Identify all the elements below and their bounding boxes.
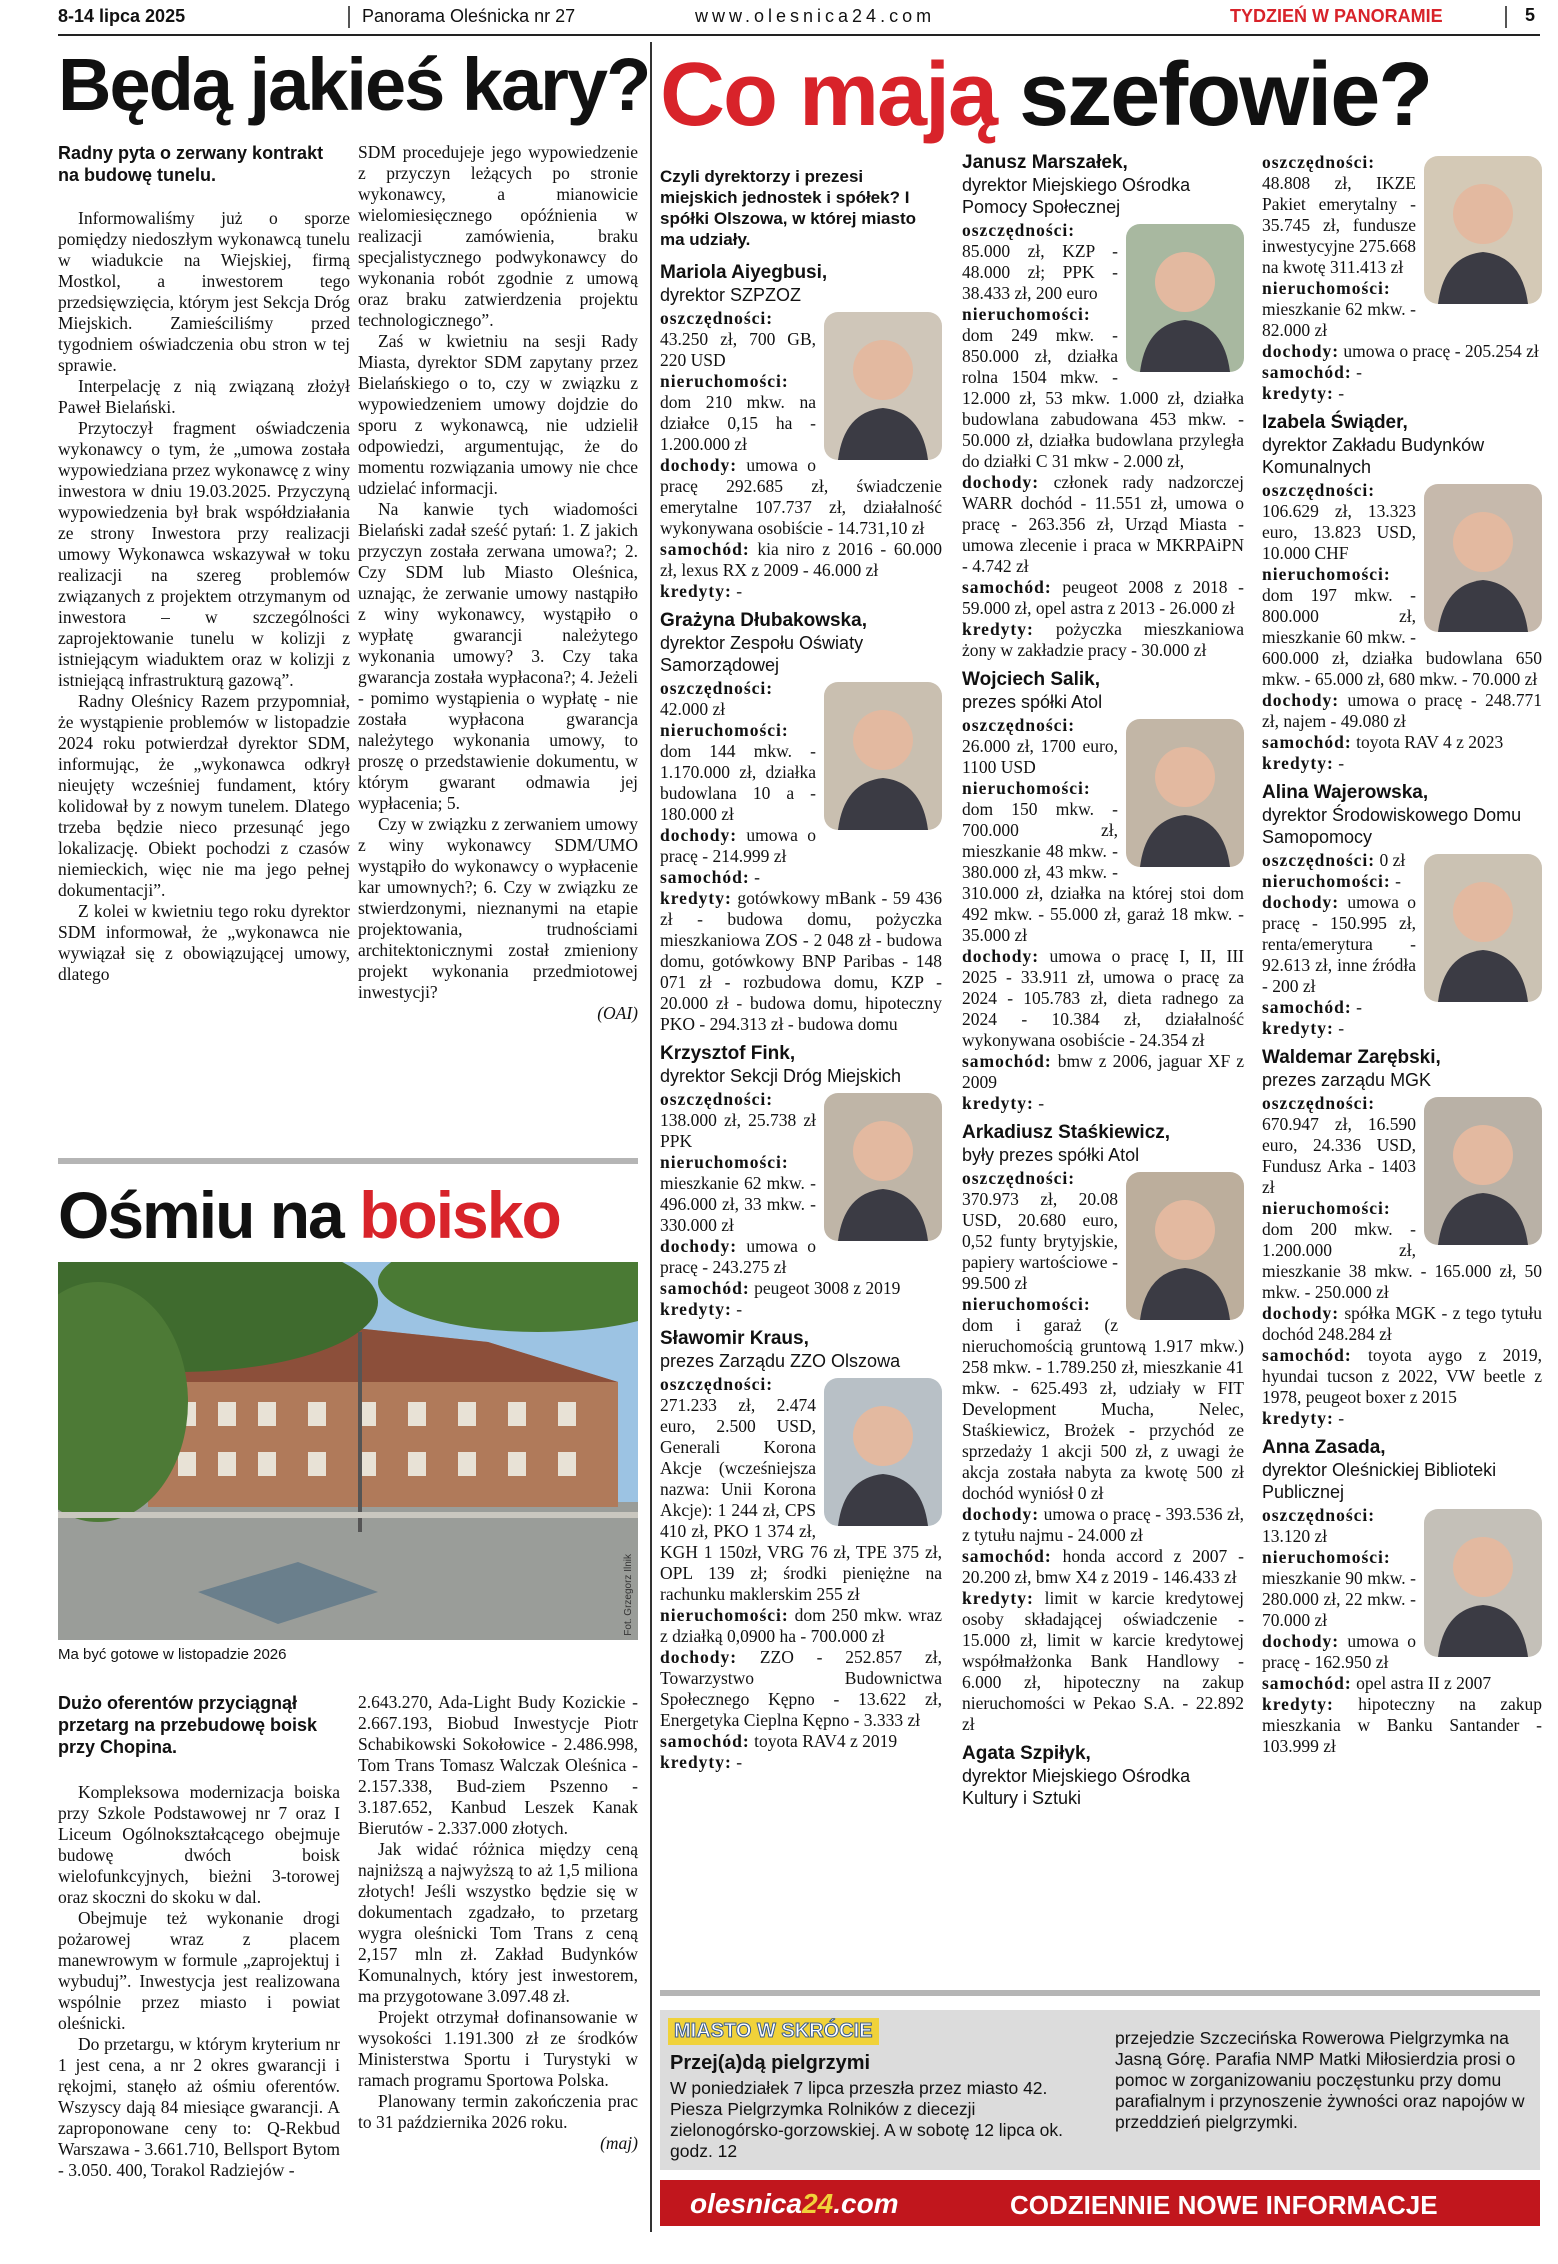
person-portrait [1126,224,1244,372]
asset-label: dochody: [660,455,738,475]
asset-value: - [731,581,743,601]
portrait-silhouette [824,682,942,830]
person-role: prezes spółki Atol [962,692,1103,712]
asset-label: nieruchomości: [660,371,789,391]
asset-label: kredyty: [962,1588,1034,1608]
asset-line [660,455,942,539]
person-role: dyrektor Środowiskowego Domu Samopomocy [1262,805,1522,847]
person-entry [660,262,942,602]
asset-label: dochody: [1262,892,1340,912]
asset-value: 271.233 zł, 2.474 euro, 2.500 USD, Generali Korona Akcje (wcześniejsza nazwa: Unii Korona Akcje): 1 244 zł, CPS 410 zł, PKO 1 374 zł, KGH 1 150zł, VRG 76 zł, TPE 375 zł, OPL 139 zł; środki pieniężne na rachunku maklerskim 255 zł [660,1395,942,1604]
asset-line [1262,1018,1542,1039]
article1-signature: (OAI) [597,1003,638,1023]
issue-number: Panorama Oleśnicka nr 27 [362,6,576,26]
person-role: dyrektor Oleśnickiej Biblioteki Publicznej [1262,1460,1497,1502]
asset-value: - [1333,1018,1345,1038]
asset-label: dochody: [962,1504,1040,1524]
asset-line [1262,753,1542,774]
asset-value: 0 zł [1375,850,1406,870]
asset-line [660,888,942,1035]
asset-label: kredyty: [962,619,1034,639]
asset-value: umowa o pracę - 205.254 zł [1339,341,1539,361]
site-url[interactable]: www.olesnica24.com [695,6,936,26]
footer-site-name[interactable] [690,2188,899,2220]
news-box-text-1: W poniedziałek 7 lipca przeszła przez miasto 42. Piesza Pielgrzymka Rolników z diecezji zielonogórsko-gorzowskiej. A w sobotę 12 lipca ok. godz. 12 [670,2078,1063,2161]
article1-column-1 [58,208,350,985]
paragraph: Informowaliśmy już o sporze pomiędzy niedoszłym wykonawcą tunelu w wiadukcie na Wiejskiej, firmą Mostkol, a inwestorem tego przedsięwzięcia, którym jest Sekcja Dróg Miejskich. Zamieściliśmy przed tygodniem oświadczenia obu stron w tej sprawie. [58,208,350,375]
footer-banner[interactable] [660,2180,1540,2226]
asset-label: nieruchomości: [1262,278,1391,298]
asset-label: oszczędności: [660,1374,774,1394]
asset-label: kredyty: [660,1752,732,1772]
asset-label: nieruchomości: [1262,564,1391,584]
section-divider [58,1158,638,1164]
person-entry [660,610,942,1035]
paragraph: 2.643.270, Ada-Light Budy Kozickie - 2.667.193, Biobud Inwestycje Piotr Schabikowski Sokołowice - 2.486.998, Tom Trans Tomasz Walczak Oleśnica - 2.157.338, Bud-ziem Pszenno - 3.187.652, Kanbud Leszek Kanak Bierutów - 2.337.000 złotych. [358,1692,638,1838]
footer-site-c: .com [833,2188,899,2219]
person-portrait [1424,156,1542,304]
sports-field-photo-illustration [58,1262,638,1640]
person-role: prezes zarządu MGK [1262,1070,1432,1090]
asset-label: samochód: [1262,1345,1352,1365]
asset-label: kredyty: [1262,1018,1334,1038]
asset-line [962,1294,1244,1504]
asset-label: nieruchomości: [1262,1547,1391,1567]
asset-label: oszczędności: [1262,1093,1376,1113]
asset-value: dom 200 mkw. - 1.200.000 zł, mieszkanie 38 mkw. - 165.000 zł, 50 mkw. - 250.000 zł [1262,1219,1542,1302]
paragraph: Interpelację z nią związaną złożył Paweł Bielański. [58,376,350,417]
person-entry [660,1328,942,1773]
asset-value: spółka MGK - z tego tytułu dochód 248.284 zł [1262,1303,1542,1344]
asset-line [1262,341,1542,362]
person-entry [1262,782,1542,1039]
asset-label: dochody: [1262,1303,1340,1323]
article3-title-red: Co mają [660,45,997,145]
person-name: Mariola Aiyegbusi, [660,262,828,283]
person-entry [1262,412,1542,774]
asset-value: mieszkanie 90 mkw. - 280.000 zł, 22 mkw. - 70.000 zł [1262,1568,1416,1630]
portrait-silhouette [1126,1172,1244,1320]
photo-caption: Ma być gotowe w listopadzie 2026 [58,1646,287,1663]
person-portrait [1424,854,1542,1002]
asset-label: dochody: [660,1236,738,1256]
page-number: 5 [1525,5,1536,25]
paragraph: Przytoczył fragment oświadczenia wykonawcy o tym, że „umowa została wypowiedziana przez wykonawcę z winy inwestora w dniu 19.03.2025. Przyczyną wypowiedzenia był brak współdziałania ze strony Inwestora przy realizacji umowy Wykonawca wskazywał w toku realizacji na szereg problemów związanych z projektem otrzymanym od inwestora – w szczególności zaprojektowanie tunelu w kolizji z istniejącym wiaduktem oraz w kolizji z istniejącą infrastrukturą gazową”. [58,418,350,690]
person-entry [1262,1047,1542,1429]
asset-line [962,1093,1244,1114]
asset-value: - [731,1299,743,1319]
asset-label: dochody: [660,1647,738,1667]
asset-value: dom 250 mkw. wraz z działką 0,0900 ha - 700.000 zł [660,1605,942,1646]
asset-value: dom 144 mkw. - 1.170.000 zł, działka budowlana 10 a - 180.000 zł [660,741,816,824]
article2-signature: (maj) [600,2133,638,2153]
asset-label: oszczędności: [962,220,1076,240]
footer-site-b: 24 [802,2188,834,2219]
page-header [0,0,1558,32]
asset-value: 42.000 zł [660,699,726,719]
asset-line [962,577,1244,619]
paragraph: Zaś w kwietniu na sesji Rady Miasta, dyrektor SDM zapytany przez Bielańskiego o to, czy w związku z wypowiedzeniem umowy dojdzie do sporu z wykonawcą, nie udzielił odpowiedzi, argumentując, że do momentu rozwiązania umowy nie chce udzielać informacji. [358,331,638,498]
asset-label: samochód: [962,577,1052,597]
asset-value: - [1333,1408,1345,1428]
asset-value: opel astra II z 2007 [1351,1673,1492,1693]
asset-value: 370.973 zł, 20.08 USD, 20.680 euro, 0,52 funty brytyjskie, papiery wartościowe - 99.500 zł [962,1189,1118,1293]
article2-title-red: boisko [359,1178,560,1252]
asset-value: - [1390,871,1401,891]
asset-value: umowa o pracę 292.685 zł, świadczenie emerytalne 107.737 zł, działalność wykonywana osobiście - 14.731,10 zł [660,455,942,538]
article2-column-1 [58,1782,340,2181]
person-portrait [1424,1097,1542,1245]
asset-label: dochody: [1262,1631,1340,1651]
asset-value: kia niro z 2016 - 60.000 zł, lexus RX z 2009 - 46.000 zł [660,539,942,580]
person-role: dyrektor Zakładu Budynków Komunalnych [1262,435,1485,477]
portrait-silhouette [1424,854,1542,1002]
asset-value: dom 249 mkw. - 850.000 zł, działka rolna 1504 mkw. - 12.000 zł, 53 mkw. 1.000 zł, działka budowlana zabudowana 453 mkw. - 50.000 zł, działka budowlana przyległa do działki C 31 mkw - 2.000 zł, [962,325,1244,471]
portrait-silhouette [1126,224,1244,372]
asset-value: umowa o pracę - 214.999 zł [660,825,816,866]
asset-label: kredyty: [1262,753,1334,773]
person-portrait [824,312,942,460]
asset-label: oszczędności: [660,308,774,328]
person-role: dyrektor Sekcji Dróg Miejskich [660,1066,902,1086]
asset-line [660,1647,942,1731]
asset-label: samochód: [962,1051,1052,1071]
asset-value: członek rady nadzorczej WARR dochód - 11.551 zł, umowa o pracę - 263.356 zł, Urząd Miasta - umowa zlecenie i praca w MKRPAiPN - 4.742 zł [962,472,1244,576]
paragraph: Obejmuje też wykonanie drogi pożarowej wraz z placem manewrowym w formule „zaprojektuj i wybuduj”. Inwestycja jest realizowana wspólnie przez miasto i powiat oleśnicki. [58,1908,340,2033]
paragraph: Kompleksowa modernizacja boiska przy Szkole Podstawowej nr 7 oraz I Liceum Ogólnokształcącego obejmuje budowę dwóch boisk wielofunkcyjnych, bieżni 3-torowej oraz skoczni do skoku w dal. [58,1782,340,1907]
header-divider [1505,6,1507,28]
asset-value: dom i garaż (z nieruchomością gruntową 1.917 mkw.) 258 mkw. - 1.789.250 zł, mieszkanie 41 mkw. - 625.493 zł, udziały w FIT Development Mucha, Nelec, Staśkiewicz, Brożek - przychód ze sprzedaży 1 akcji 500 zł, z uwagi że akcja została nabyta za kwotę 500 zł dochód wyniósł 0 zł [962,1315,1244,1503]
asset-line [1262,1303,1542,1345]
asset-label: kredyty: [660,888,732,908]
asset-value: 26.000 zł, 1700 euro, 1100 USD [962,736,1118,777]
asset-value: - [731,1752,743,1772]
header-divider [348,6,350,28]
asset-label: dochody: [660,825,738,845]
portrait-silhouette [824,312,942,460]
asset-value: honda accord z 2007 - 20.200 zł, bmw X4 z 2019 - 146.433 zł [962,1546,1244,1587]
news-box-text-2: przejedzie Szczecińska Rowerowa Pielgrzymka na Jasną Górę. Parafia NMP Matki Miłosierdzia prosi o pomoc w zorganizowaniu poczęstunku przy domu parafialnym i przynoszenie żywności oraz napojów w przeddzień pielgrzymki. [1115,2028,1525,2132]
asset-label: kredyty: [660,581,732,601]
asset-label: kredyty: [1262,383,1334,403]
asset-value: mieszkanie 62 mkw. - 496.000 zł, 33 mkw. - 330.000 zł [660,1173,816,1235]
person-name: Krzysztof Fink, [660,1043,796,1064]
asset-label: samochód: [660,1278,750,1298]
asset-label: dochody: [962,946,1040,966]
asset-label: nieruchomości: [1262,871,1391,891]
person-entry [962,1122,1244,1735]
person-portrait [1424,1509,1542,1657]
portrait-silhouette [824,1093,942,1241]
asset-value: umowa o pracę - 162.950 zł [1262,1631,1416,1672]
asset-line [660,1752,942,1773]
paragraph: Planowany termin zakończenia prac to 31 października 2026 roku. [358,2091,638,2132]
article2-title [58,1178,560,1252]
asset-line [962,1051,1244,1093]
asset-value: limit w karcie kredytowej osoby składającej oświadczenie - 15.000 zł, limit w karcie kredytowej współmałżonka Bank Handlowy - 6.000 zł, hipoteczny na zakup nieruchomości w Pekao S.A. - 22.892 zł [962,1588,1244,1734]
person-entry [660,1043,942,1320]
person-name: Waldemar Zarębski, [1262,1047,1441,1068]
asset-line [660,539,942,581]
paragraph: Jak widać różnica między ceną najniższą a najwyższą to aż 1,5 miliona złotych! Jeśli wszystko będzie się w dokumentach zgadzało, to przetarg wygra oleśnicki Tom Trans z ceną 2,157 mln zł. Zakład Budynków Komunalnych, który jest inwestorem, ma przygotowane 3.097.48 zł. [358,1839,638,2006]
asset-line [1262,383,1542,404]
asset-value: umowa o pracę - 150.995 zł, renta/emerytura - 92.613 zł, inne źródła - 200 zł [1262,892,1416,996]
asset-label: oszczędności: [1262,152,1376,172]
asset-value: - [1351,997,1362,1017]
assets-column-3 [1262,152,1542,1765]
article1-column-2 [358,142,638,1024]
article3-title-black: szefowie? [996,45,1432,145]
asset-label: kredyty: [660,1299,732,1319]
header-rule [58,34,1540,36]
asset-value: peugeot 3008 z 2019 [749,1278,901,1298]
asset-line [1262,690,1542,732]
person-entry [1262,1437,1542,1757]
asset-label: nieruchomości: [1262,1198,1391,1218]
paragraph: SDM procedujeje jego wypowiedzenie z przyczyn leżących po stronie wykonawcy, a mianowicie wielomiesięcznego opóźnienia w realizacji zamówienia, braku specjalistycznego podwykonawcy do wykonania robót zgodnie z umową oraz braku zatwierdzenia projektu technologicznego”. [358,142,638,330]
news-box [660,2010,1540,2170]
asset-value: - [749,867,760,887]
person-role: dyrektor Miejskiego Ośrodka Kultury i Sztuki [962,1766,1191,1808]
article3-lead: Czyli dyrektorzy i prezesi miejskich jednostek i spółek? I spółki Olszowa, w której miasto ma udziały. [660,167,917,249]
person-portrait [824,1093,942,1241]
photo-credit: Fot. Grzegorz Ilnik [623,1554,634,1636]
asset-label: samochód: [1262,997,1352,1017]
person-entry [962,669,1244,1114]
asset-line [962,472,1244,577]
portrait-silhouette [1424,1097,1542,1245]
asset-label: nieruchomości: [962,778,1091,798]
asset-line [660,1731,942,1752]
column-divider [650,42,652,2232]
article3-title [660,45,1432,145]
asset-label: nieruchomości: [962,1294,1091,1314]
asset-label: samochód: [1262,362,1352,382]
asset-value: toyota aygo z 2019, hyundai tucson z 2022, VW beetle z 1978, peugeot boxer z 2015 [1262,1345,1542,1407]
asset-value: - [1333,753,1345,773]
asset-label: dochody: [1262,341,1340,361]
asset-label: samochód: [1262,1673,1352,1693]
person-portrait [1424,484,1542,632]
asset-line [660,825,942,867]
asset-line [1262,1673,1542,1694]
portrait-silhouette [1424,484,1542,632]
asset-value: hipoteczny na zakup mieszkania w Banku Santander - 103.999 zł [1262,1694,1542,1756]
person-name: Wojciech Salik, [962,669,1100,690]
asset-line [962,1546,1244,1588]
asset-label: nieruchomości: [660,720,789,740]
asset-line [962,1504,1244,1546]
asset-line [962,1588,1244,1735]
asset-value: peugeot 2008 z 2018 - 59.000 zł, opel astra z 2013 - 26.000 zł [962,577,1244,618]
asset-label: kredyty: [1262,1694,1334,1714]
article1-title: Będą jakieś kary? [58,43,650,126]
asset-label: oszczędności: [962,715,1076,735]
portrait-silhouette [1424,156,1542,304]
asset-value: - [1351,362,1362,382]
asset-label: nieruchomości: [962,304,1091,324]
person-portrait [824,1378,942,1526]
asset-label: samochód: [660,1731,750,1751]
portrait-silhouette [824,1378,942,1526]
asset-line [660,867,942,888]
asset-label: oszczędności: [1262,1505,1376,1525]
asset-line [962,619,1244,661]
person-name: Agata Szpiłyk, [962,1743,1091,1764]
person-role: dyrektor SZPZOZ [660,285,802,305]
news-box-tag: MIASTO W SKRÓCIE [668,2018,879,2045]
asset-line [1262,732,1542,753]
person-role: prezes Zarządu ZZO Olszowa [660,1351,901,1371]
section-name: TYDZIEŃ W PANORAMIE [1230,6,1443,26]
paragraph: Radny Oleśnicy Razem przypomniał, że wystąpienie problemów w listopadzie 2024 roku potwierdzał dyrektor SDM, informując, że „wykonawca odkrył nieujęty wcześniej fundament, który kolidował by z nowym tunelem. Dlatego trzeba będzie nieco przesunąć jego lokalizację. Obiekt pochodzi z czasów niemieckich, więc nie ma jego pełnej dokumentacji”. [58,691,350,900]
person-role: były prezes spółki Atol [962,1145,1140,1165]
section-divider [660,1990,1540,1996]
footer-site-a: olesnica [690,2188,803,2219]
asset-value: 13.120 zł [1262,1526,1328,1546]
asset-value: - [1333,383,1345,403]
asset-value: mieszkanie 62 mkw. - 82.000 zł [1262,299,1416,340]
asset-line [1262,1408,1542,1429]
asset-label: oszczędności: [1262,480,1376,500]
asset-value: dom 197 mkw. - 800.000 zł, mieszkanie 60 mkw. - 600.000 zł, działka budowlana 650 mkw. - 65.000 zł, 680 mkw. - 70.000 zł [1262,585,1542,689]
person-entry [962,1743,1244,1809]
assets-column-1 [660,262,942,1781]
asset-line [1262,1694,1542,1757]
article1-lead: Radny pyta o zerwany kontrakt na budowę tunelu. [58,143,324,185]
person-name: Janusz Marszałek, [962,152,1128,173]
asset-value: ZZO - 252.857 zł, Towarzystwo Budownictwa Społecznego Kępno - 13.622 zł, Energetyka Cieplna Kępno - 3.333 zł [660,1647,942,1730]
asset-value: 106.629 zł, 13.323 euro, 13.823 USD, 10.000 CHF [1262,501,1416,563]
asset-line [660,1299,942,1320]
asset-label: nieruchomości: [660,1605,789,1625]
asset-label: dochody: [962,472,1040,492]
person-entry [962,152,1244,661]
person-role: dyrektor Miejskiego Ośrodka Pomocy Społecznej [962,175,1191,217]
asset-value: umowa o pracę - 243.275 zł [660,1236,816,1277]
assets-column-2 [962,152,1244,1817]
person-entry [1262,152,1542,404]
asset-label: oszczędności: [660,1089,774,1109]
person-name: Arkadiusz Staśkiewicz, [962,1122,1171,1143]
paragraph: Z kolei w kwietniu tego roku dyrektor SDM informował, że „wykonawca nie wywiązał się z obowiązującej umowy, dlatego [58,901,350,984]
person-role: dyrektor Zespołu Oświaty Samorządowej [660,633,864,675]
asset-label: samochód: [1262,732,1352,752]
asset-line [1262,362,1542,383]
person-name: Grażyna Dłubakowska, [660,610,867,631]
asset-line [660,581,942,602]
article2-lead: Dużo oferentów przyciągnął przetarg na przebudowę boisk przy Chopina. [58,1693,318,1757]
asset-line [1262,1345,1542,1408]
asset-value: dom 150 mkw. - 700.000 zł, mieszkanie 48 mkw. - 380.000 zł, 43 mkw. - 310.000 zł, działka na której stoi dom 492 mkw. - 55.000 zł, garaż 18 mkw. - 35.000 zł [962,799,1244,945]
person-name: Alina Wajerowska, [1262,782,1429,803]
person-name: Anna Zasada, [1262,1437,1386,1458]
asset-label: dochody: [1262,690,1340,710]
paragraph: Projekt otrzymał dofinansowanie w wysokości 1.191.300 zł ze środków Ministerstwa Sportu i Turystyki w ramach programu Sportowa Polska. [358,2007,638,2090]
asset-value: bmw z 2006, jaguar XF z 2009 [962,1051,1244,1092]
person-name: Izabela Świąder, [1262,412,1408,433]
asset-label: samochód: [660,539,750,559]
asset-label: kredyty: [1262,1408,1334,1428]
paragraph: Na kanwie tych wiadomości Bielański zadał sześć pytań: 1. Z jakich przyczyn została zerwana umowa?; 2. Czy SDM lub Miasto Oleśnica, uznając, że zerwanie umowy nastąpiło z winy wykonawcy, wystąpiło o wypłatę gwarancji należytego wykonania umowy? 3. Czy taka gwarancja została wypłacona?; 4. Jeżeli - pomimo wystąpienia o wypłatę - nie została wypłacona gwarancja należytego wykonania umowy, to proszę o przedstawienie dokumentu, w którym gwarant odmawia jej wypłacenia; 5. [358,499,638,813]
asset-label: samochód: [660,867,750,887]
asset-value: toyota RAV4 z 2019 [749,1731,898,1751]
portrait-silhouette [1424,1509,1542,1657]
person-portrait [1126,719,1244,867]
asset-value: umowa o pracę - 248.771 zł, najem - 49.080 zł [1262,690,1542,731]
asset-value: toyota RAV 4 z 2023 [1351,732,1504,752]
asset-label: kredyty: [962,1093,1034,1113]
paragraph: Do przetargu, w którym kryterium nr 1 jest cena, a nr 2 okres gwarancji i rękojmi, stanęło aż ośmiu oferentów. Wszyscy dają 84 miesiące gwarancji. A zaproponowane ceny to: Q-Rekbud Warszawa - 3.661.710, Bellsport Bytom - 3.050. 400, Torakol Radziejów - [58,2034,340,2180]
asset-value: 670.947 zł, 16.590 euro, 24.336 USD, Fundusz Arka - 1403 zł [1262,1114,1416,1197]
asset-line [962,946,1244,1051]
portrait-silhouette [1126,719,1244,867]
paragraph: Czy w związku z zerwaniem umowy z winy wykonawcy SDM/UMO wystąpiło do wykonawcy o wypłacenie kar umownych?; 6. Czy w związku ze stwierdzonymi, nieznanymi na etapie projektowania, trudnościami architektonicznymi został zmieniony projekt wykonania przedmiotowej inwestycji? [358,814,638,1002]
asset-line [660,1605,942,1647]
article2-column-2 [358,1692,638,2154]
asset-label: oszczędności: [1262,850,1376,870]
asset-value: 85.000 zł, KZP - 48.000 zł; PPK - 38.433 zł, 200 euro [962,241,1118,303]
asset-label: oszczędności: [660,678,774,698]
asset-value: 43.250 zł, 700 GB, 220 USD [660,329,816,370]
asset-value: 138.000 zł, 25.738 zł PPK [660,1110,816,1151]
asset-value: dom 210 mkw. na działce 0,15 ha - 1.200.000 zł [660,392,816,454]
asset-value: pożyczka mieszkaniowa żony w zakładzie pracy - 30.000 zł [962,619,1244,660]
footer-slogan: CODZIENNIE NOWE INFORMACJE [1010,2190,1438,2220]
asset-value: - [1033,1093,1045,1113]
asset-value: 48.808 zł, IKZE Pakiet emerytalny - 35.745 zł, fundusze inwestycyjne 275.668 na kwotę 311.413 zł [1262,173,1416,277]
asset-label: oszczędności: [962,1168,1076,1188]
asset-line [660,1236,942,1278]
asset-label: nieruchomości: [660,1152,789,1172]
news-box-title: Przej(a)dą pielgrzymi [670,2052,871,2074]
asset-label: samochód: [962,1546,1052,1566]
sports-field-photo [58,1262,638,1640]
issue-dates: 8-14 lipca 2025 [58,6,186,26]
asset-value: umowa o pracę I, II, III 2025 - 33.911 zł, umowa o pracę za 2024 - 105.783 zł, dieta radnego za 2024 - 10.384 zł, działalność wykonywana osobiście - 24.354 zł [962,946,1244,1050]
asset-line [660,1278,942,1299]
article2-title-black: Ośmiu na [58,1178,360,1252]
asset-value: gotówkowy mBank - 59 436 zł - budowa domu, pożyczka mieszkaniowa ZOS - 2 048 zł - budowa domu, gotówkowy BNP Paribas - 148 071 zł - rozbudowa domu, KZP - 20.000 zł - budowa domu, hipoteczny PKO - 294.313 zł - budowa domu [660,888,942,1034]
asset-value: umowa o pracę - 393.536 zł, z tytułu najmu - 24.000 zł [962,1504,1244,1545]
person-name: Sławomir Kraus, [660,1328,809,1349]
person-portrait [824,682,942,830]
person-portrait [1126,1172,1244,1320]
